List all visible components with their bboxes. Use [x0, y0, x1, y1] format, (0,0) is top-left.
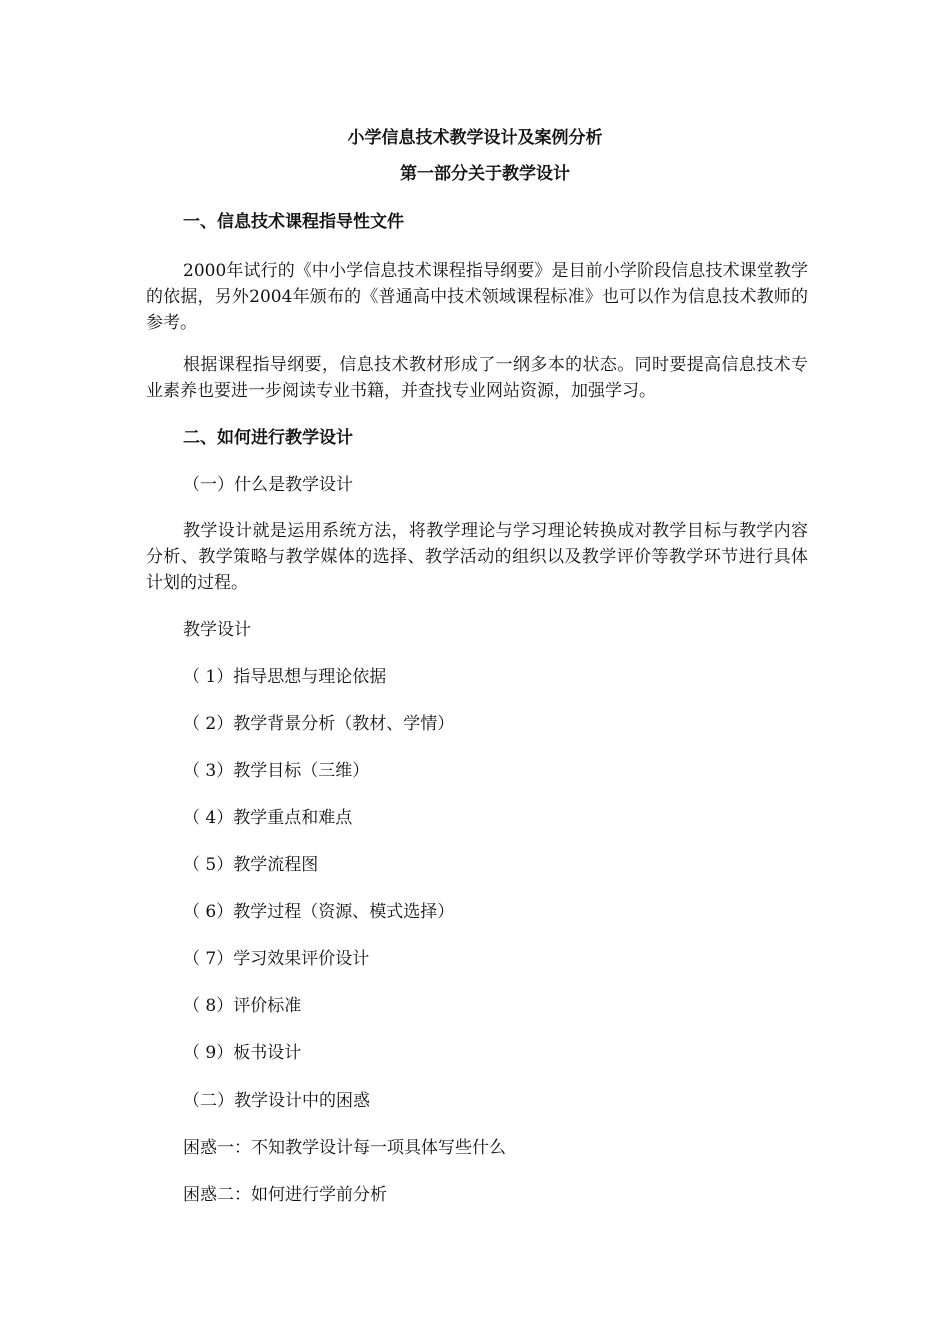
section1-paragraph-2: 根据课程指导纲要，信息技术教材形成了一纲多本的状态。同时要提高信息技术专业素养也要进一步阅读专业书籍，并查找专业网站资源，加强学习。	[146, 355, 808, 401]
design-list-item: （ 1）指导思想与理论依据	[183, 667, 387, 687]
design-list-item: （ 6）教学过程（资源、模式选择）	[183, 902, 455, 922]
section2-subheading-2: （二）教学设计中的困惑	[183, 1091, 370, 1111]
design-list-item: （ 2）教学背景分析（教材、学情）	[183, 714, 455, 734]
design-list-item: （ 9）板书设计	[183, 1043, 302, 1063]
section1-paragraph-1: 2000年试行的《中小学信息技术课程指导纲要》是目前小学阶段信息技术课堂教学的依据，另外2004年颁布的《普通高中技术领域课程标准》也可以作为信息技术教师的参考。	[146, 261, 808, 333]
document-subtitle: 第一部分关于教学设计	[400, 164, 570, 184]
design-list-item: （ 4）教学重点和难点	[183, 808, 353, 828]
confusion-item: 困惑二：如何进行学前分析	[183, 1185, 387, 1205]
design-list-item: （ 7）学习效果评价设计	[183, 949, 370, 969]
section1-heading: 一、信息技术课程指导性文件	[183, 212, 404, 232]
design-list-item: （ 5）教学流程图	[183, 855, 319, 875]
design-list-item: （ 8）评价标准	[183, 996, 302, 1016]
section2-subheading-1: （一）什么是教学设计	[183, 475, 353, 495]
section2-heading: 二、如何进行教学设计	[183, 428, 353, 448]
document-title: 小学信息技术教学设计及案例分析	[347, 128, 603, 148]
section2-paragraph-1: 教学设计就是运用系统方法，将教学理论与学习理论转换成对教学目标与教学内容分析、教学策略与教学媒体的选择、教学活动的组织以及教学评价等教学环节进行具体计划的过程。	[146, 521, 808, 593]
design-list-title: 教学设计	[183, 620, 251, 640]
confusion-item: 困惑一：不知教学设计每一项具体写些什么	[183, 1138, 506, 1158]
design-list-item: （ 3）教学目标（三维）	[183, 761, 370, 781]
